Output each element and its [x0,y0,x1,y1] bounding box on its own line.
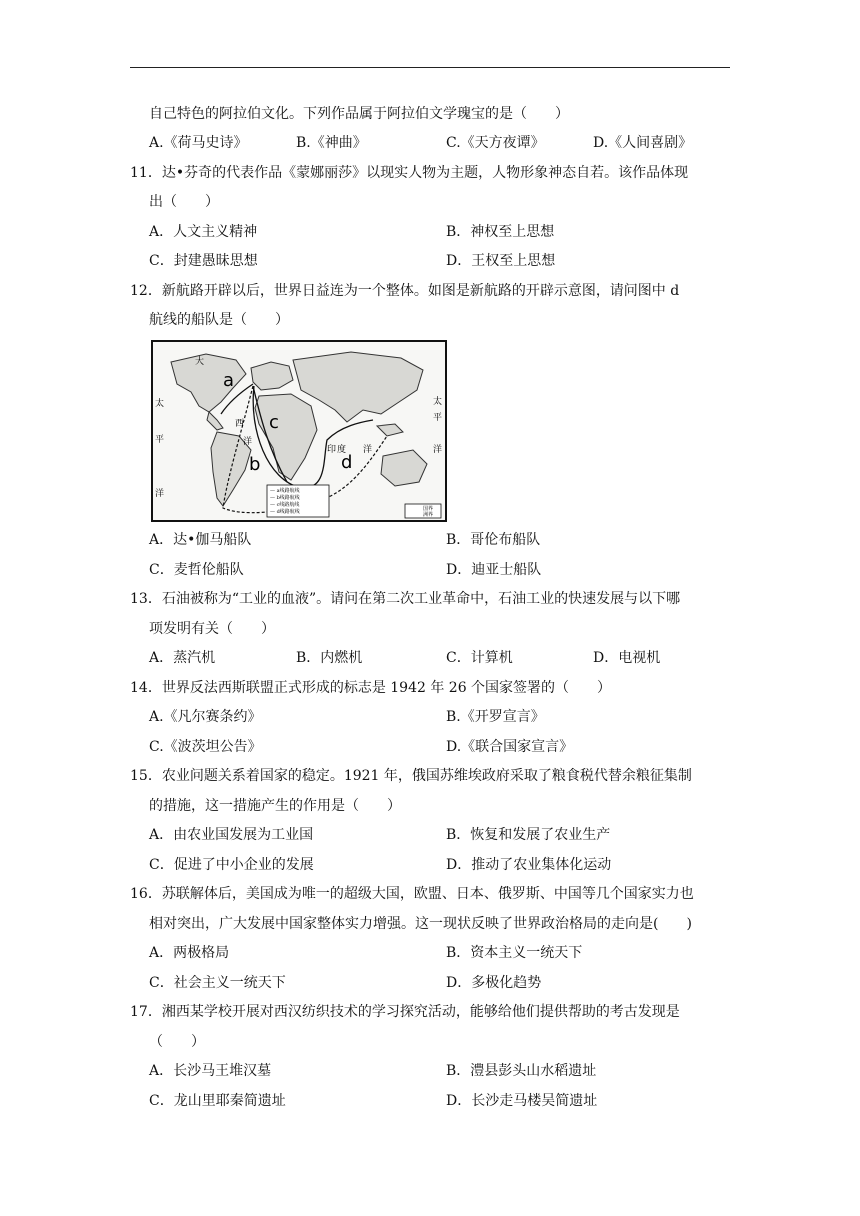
q14-text-1: 14．世界反法西斯联盟正式形成的标志是 1942 年 26 个国家签署的（ ） [130,680,612,696]
map-ocean-char: 西 [235,419,245,429]
q12-option-d[interactable]: D．迪亚士船队 [446,562,542,578]
map-ocean-char: 太 [155,399,165,409]
map-legend-item: 洲界 [423,512,434,518]
q15-option-c[interactable]: C．促进了中小企业的发展 [149,857,314,873]
map-legend-item: 国界 [423,506,434,512]
map-ocean-char: 洋 [433,445,443,455]
q10-option-c[interactable]: C.《天方夜谭》 [446,135,545,151]
q11-option-b[interactable]: B．神权至上思想 [446,224,555,240]
q17-option-d[interactable]: D．长沙走马楼吴简遗址 [446,1093,598,1109]
q13-option-b[interactable]: B．内燃机 [296,650,363,666]
q15-option-d[interactable]: D．推动了农业集体化运动 [446,857,612,873]
header-rule [130,67,730,68]
q12-option-a[interactable]: A．达•伽马船队 [149,532,252,548]
q11-text-1: 11．达•芬奇的代表作品《蒙娜丽莎》以现实人物为主题，人物形象神态自若。该作品体现 [130,165,689,181]
q16-option-b[interactable]: B．资本主义一统天下 [446,945,583,961]
q17-option-c[interactable]: C．龙山里耶秦简遗址 [149,1093,286,1109]
q10-option-b[interactable]: B.《神曲》 [296,135,367,151]
q11-option-a[interactable]: A．人文主义精神 [149,224,258,240]
q10-option-a[interactable]: A.《荷马史诗》 [149,135,248,151]
q13-option-c[interactable]: C．计算机 [446,650,513,666]
q13-option-a[interactable]: A．蒸汽机 [149,650,216,666]
q16-text-1: 16．苏联解体后，美国成为唯一的超级大国，欧盟、日本、俄罗斯、中国等几个国家实力也 [130,886,694,902]
q15-option-a[interactable]: A．由农业国发展为工业国 [149,827,314,843]
map-ocean-char: 洋 [243,437,253,447]
map-ocean-char: 太 [433,397,443,407]
q12-text-1: 12．新航路开辟以后，世界日益连为一个整体。如图是新航路的开辟示意图，请问图中 d [130,283,680,299]
q14-option-a[interactable]: A.《凡尔赛条约》 [149,709,262,725]
q10-text: 自己特色的阿拉伯文化。下列作品属于阿拉伯文学瑰宝的是（ ） [149,106,569,122]
q14-option-b[interactable]: B.《开罗宣言》 [446,709,545,725]
map-ocean-char: 洋 [363,445,373,455]
q12-option-c[interactable]: C．麦哲伦船队 [149,562,244,578]
map-label-d: d [341,452,353,473]
map-ocean-char: 印 [327,445,337,455]
q17-option-a[interactable]: A．长沙马王堆汉墓 [149,1063,272,1079]
q16-option-c[interactable]: C．社会主义一统天下 [149,975,286,991]
q14-option-c[interactable]: C.《波茨坦公告》 [149,739,262,755]
map-legend-item: — b线路航线 [270,495,300,501]
q14-option-d[interactable]: D.《联合国家宣言》 [446,739,574,755]
map-ocean-char: 平 [433,413,443,423]
q15-text-1: 15．农业问题关系着国家的稳定。1921 年，俄国苏维埃政府采取了粮食税代替余粮征集制 [130,768,692,784]
map-label-b: b [249,454,261,475]
map-label-c: c [269,412,279,433]
q11-option-d[interactable]: D．王权至上思想 [446,253,556,269]
q16-text-2: 相对突出，广大发展中国家整体实力增强。这一现状反映了世界政治格局的走向是( ) [149,916,692,932]
q12-text-2: 航线的船队是（ ） [149,312,289,328]
map-ocean-char: 洋 [155,489,165,499]
map-legend-item: — d线路航线 [270,509,300,515]
map-ocean-char: 度 [337,445,347,455]
q15-option-b[interactable]: B．恢复和发展了农业生产 [446,827,611,843]
q16-option-d[interactable]: D．多极化趋势 [446,975,542,991]
q12-option-b[interactable]: B．哥伦布船队 [446,532,541,548]
q15-text-2: 的措施，这一措施产生的作用是（ ） [149,798,401,814]
map-label-a: a [223,370,235,391]
q11-option-c[interactable]: C．封建愚昧思想 [149,253,258,269]
q11-text-2: 出（ ） [149,194,219,210]
map-ocean-char: 平 [155,435,165,445]
q17-text-1: 17．湘西某学校开展对西汉纺织技术的学习探究活动，能够给他们提供帮助的考古发现是 [130,1004,680,1020]
new-sea-routes-map [151,340,447,522]
q10-option-d[interactable]: D.《人间喜剧》 [593,135,693,151]
map-legend-item: — c线路航线 [270,502,300,508]
q17-text-2: （ ） [149,1034,205,1050]
q13-option-d[interactable]: D．电视机 [593,650,661,666]
q17-option-b[interactable]: B．澧县彭头山水稻遗址 [446,1063,597,1079]
map-ocean-char: 大 [195,357,205,367]
q13-text-1: 13．石油被称为“工业的血液”。请问在第二次工业革命中，石油工业的快速发展与以下哪 [130,591,681,607]
q16-option-a[interactable]: A．两极格局 [149,945,230,961]
q13-text-2: 项发明有关（ ） [149,621,275,637]
map-legend-item: — a线路航线 [270,488,300,494]
